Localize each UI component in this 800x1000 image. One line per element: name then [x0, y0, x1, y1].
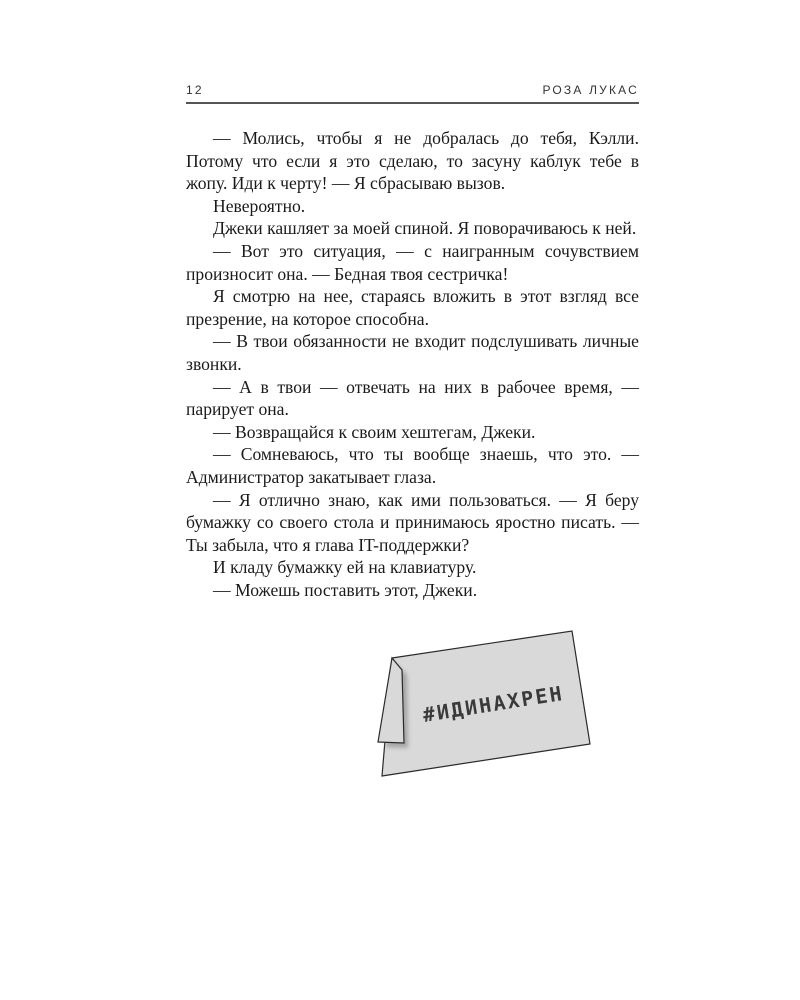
- card-hashtag-text: #ИДИНАХРЕН: [421, 680, 566, 727]
- hashtag-card-svg: [374, 628, 604, 780]
- paragraph: Джеки кашляет за моей спиной. Я поворачиваюсь к ней.: [213, 218, 637, 239]
- card-fold-flap: [378, 658, 404, 743]
- hashtag-card-illustration: [374, 628, 604, 780]
- paragraph: — Молись, чтобы я не добралась до тебя, Кэлли. Потому что если я это сделаю, то засуну каблук тебе в жопу. Иди к черту! — Я сбрасываю вызов.: [186, 128, 639, 194]
- paragraph: — Я отлично знаю, как ими пользоваться. — Я беру бумажку со своего стола и принимаюсь яростно писать. — Ты забыла, что я глава IT-поддержки?: [186, 489, 639, 555]
- paragraph: — Сомневаюсь, что ты вообще знаешь, что это. — Администратор закатывает глаза.: [186, 444, 639, 487]
- paragraph: — Возвращайся к своим хештегам, Джеки.: [213, 421, 536, 442]
- paragraph: — Вот это ситуация, — с наигранным сочувствием произносит она. — Бедная твоя сестричка!: [186, 240, 639, 284]
- header-rule: [186, 102, 639, 104]
- running-head-author: РОЗА ЛУКАС: [542, 83, 639, 97]
- paragraph: Невероятно.: [213, 195, 306, 216]
- paragraph: И кладу бумажку ей на клавиатуру.: [213, 557, 477, 578]
- paragraph: — В твои обязанности не входит подслушивать личные звонки.: [186, 331, 639, 374]
- page-number: 12: [186, 83, 204, 97]
- paragraph: Я смотрю на нее, стараясь вложить в этот взгляд все презрение, на которое способна.: [186, 286, 639, 329]
- body-text: [186, 127, 639, 601]
- running-head: [186, 80, 639, 102]
- paragraph: — Можешь поставить этот, Джеки.: [213, 579, 478, 600]
- paragraph: — А в твои — отвечать на них в рабочее время, — парирует она.: [186, 376, 639, 420]
